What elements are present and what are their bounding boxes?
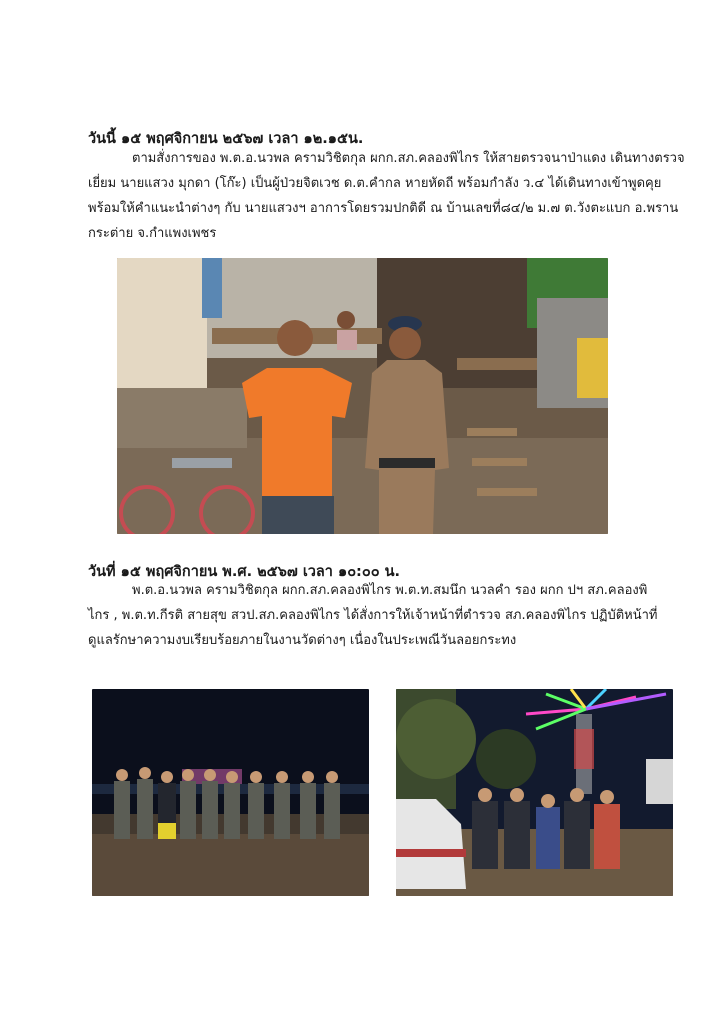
- section2-line: ไกร , พ.ต.ท.กีรติ สายสุข สวป.สภ.คลองพิไกร ได้สั่งการให้เจ้าหน้าที่ตำรวจ สภ.คลองพิไกร ปฏิบัติหน้าที่: [88, 608, 658, 623]
- section2-line: พ.ต.อ.นวพล ครามวิชิตกุล ผกก.สภ.คลองพิไกร พ.ต.ท.สมนึก นวลคำ รอง ผกก ปฯ สภ.คลองพิ: [132, 583, 648, 598]
- section2-line: ดูแลรักษาความงบเรียบร้อยภายในงานวัดต่างๆ เนื่องในประเพณีวันลอยกระทง: [88, 633, 517, 648]
- section2-paragraph: [88, 578, 658, 653]
- photo-home-visit: [117, 258, 608, 534]
- section1-line: พร้อมให้คำแนะนำต่างๆ กับ นายแสวงฯ อาการโดยรวมปกติดี ณ บ้านเลขที่๘๔/๒ ม.๗ ต.วังตะแบก อ.พราน: [88, 201, 679, 216]
- section1-paragraph: [88, 146, 685, 246]
- photo-officers-night-group: [92, 689, 369, 896]
- section1-line: กระต่าย จ.กำแพงเพชร: [88, 226, 217, 241]
- section1-line: ตามสั่งการของ พ.ต.อ.นวพล ครามวิชิตกุล ผกก.สภ.คลองพิไกร ให้สายตรวจนาป่าแดง เดินทางตรวจ: [132, 151, 685, 166]
- section1-line: เยี่ยม นายแสวง มุกดา (โก๊ะ) เป็นผู้ป่วยจิตเวช ด.ต.คำกล หายหัดถี พร้อมกำลัง ว.๔ ได้เดินทางเข้าพูดคุย: [88, 176, 662, 191]
- photo-officers-fair-ferris-wheel: [396, 689, 673, 896]
- section1-heading: วันนี้ ๑๕ พฤศจิกายน ๒๕๖๗ เวลา ๑๒.๑๕น.: [88, 131, 364, 147]
- section2-heading: วันที่ ๑๕ พฤศจิกายน พ.ศ. ๒๕๖๗ เวลา ๑๐:๐๐ น.: [88, 564, 401, 580]
